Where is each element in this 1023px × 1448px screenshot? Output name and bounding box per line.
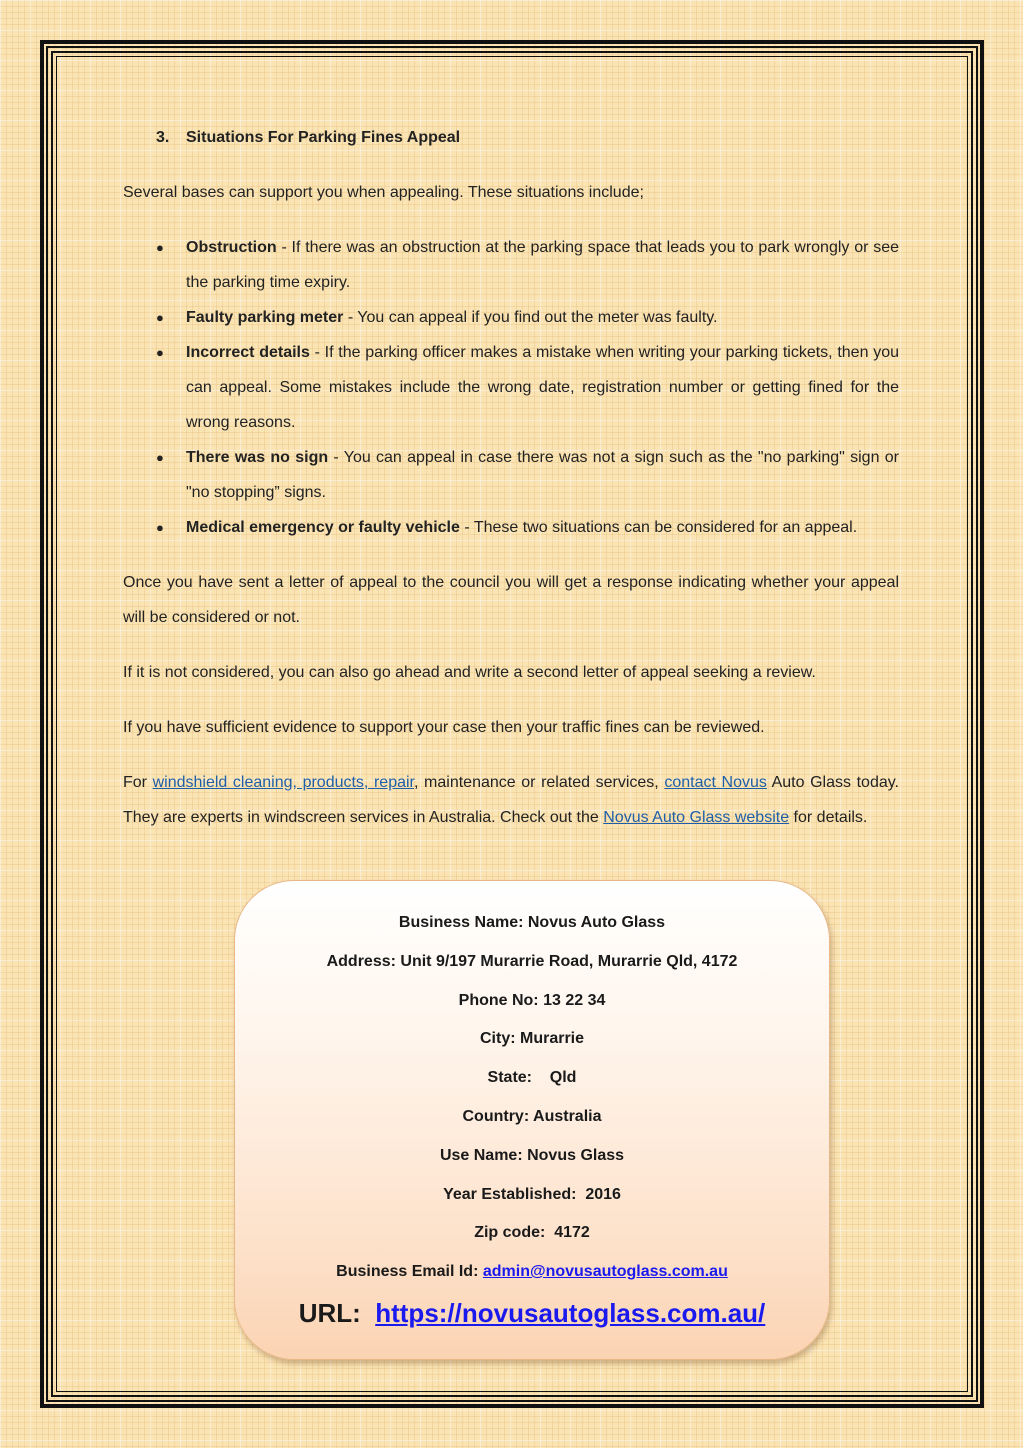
paragraph-review: If it is not considered, you can also go ahead and write a second letter of appeal seeking a review.: [123, 664, 816, 681]
bullet-icon: ●: [156, 345, 164, 360]
business-state: State: Qld: [487, 1069, 577, 1087]
bullet-icon: ●: [156, 240, 164, 255]
business-use-name: Use Name: Novus Glass: [439, 1146, 625, 1164]
closing-paragraph: [123, 765, 899, 835]
business-name: Business Name: Novus Auto Glass: [398, 914, 666, 931]
url-label: URL:: [298, 1297, 376, 1328]
closing-text-2: , maintenance or related services,: [414, 774, 665, 791]
business-email-row: [235, 1258, 829, 1297]
business-country: Country: Australia: [462, 1107, 602, 1125]
list-item-term: Obstruction: [186, 239, 277, 256]
business-info-card: [234, 880, 830, 1360]
section-heading: [156, 120, 899, 155]
list-item-text: - You can appeal if you find out the meter was faulty.: [343, 309, 718, 326]
list-item-text: - These two situations can be considered for an appeal.: [459, 519, 858, 536]
business-city: City: Murarrie: [479, 1030, 585, 1048]
article-body: [123, 120, 899, 855]
list-item-text: - If the parking officer makes a mistake when writing your parking tickets, then you can appeal. Some mistakes include the wrong date, registration number or getting fined for the wrong reasons.: [186, 344, 899, 431]
section-title: Situations For Parking Fines Appeal: [186, 129, 461, 146]
business-address: Address: Unit 9/197 Murarrie Road, Murarrie Qld, 4172: [326, 952, 738, 970]
business-year: Year Established: 2016: [443, 1185, 621, 1203]
contact-novus-link[interactable]: contact Novus: [664, 774, 767, 791]
list-item-term: Incorrect details: [186, 344, 310, 361]
closing-text-1: For: [123, 774, 153, 791]
list-item: [123, 230, 899, 300]
business-zip: Zip code: 4172: [474, 1224, 590, 1242]
list-item: [123, 300, 899, 335]
paragraph-evidence: If you have sufficient evidence to support your case then your traffic fines can be reviewed.: [123, 719, 765, 736]
paragraph-response: Once you have sent a letter of appeal to the council you will get a response indicating whether your appeal will be considered or not.: [123, 574, 899, 626]
windshield-services-link[interactable]: windshield cleaning, products, repair: [152, 774, 414, 791]
list-item-text: - If there was an obstruction at the parking space that leads you to park wrongly or see the parking time expiry.: [186, 239, 899, 291]
bullet-icon: ●: [156, 310, 164, 325]
intro-paragraph: Several bases can support you when appealing. These situations include;: [123, 184, 644, 201]
business-phone: Phone No: 13 22 34: [458, 991, 606, 1009]
list-item-text: - You can appeal in case there was not a sign such as the "no parking" sign or "no stopping” signs.: [186, 449, 899, 501]
email-link[interactable]: admin@novusautoglass.com.au: [482, 1263, 728, 1281]
business-url-row: [235, 1293, 829, 1333]
list-item: [123, 335, 899, 440]
bullet-icon: ●: [156, 520, 164, 535]
list-item-term: Faulty parking meter: [186, 309, 344, 326]
email-label: Business Email Id:: [336, 1263, 483, 1281]
novus-website-link[interactable]: Novus Auto Glass website: [603, 809, 790, 826]
list-item-term: Medical emergency or faulty vehicle: [186, 519, 460, 536]
situations-list: [123, 230, 899, 545]
list-item-term: There was no sign: [186, 449, 329, 466]
closing-text-3: Auto Glass today. They are experts in windscreen services in Australia. Check out the: [123, 774, 899, 826]
closing-text-4: for details.: [789, 809, 868, 826]
section-number: 3.: [156, 129, 170, 146]
list-item: [123, 440, 899, 510]
url-link[interactable]: https://novusautoglass.com.au/: [375, 1297, 766, 1328]
list-item: [123, 510, 899, 545]
bullet-icon: ●: [156, 450, 164, 465]
